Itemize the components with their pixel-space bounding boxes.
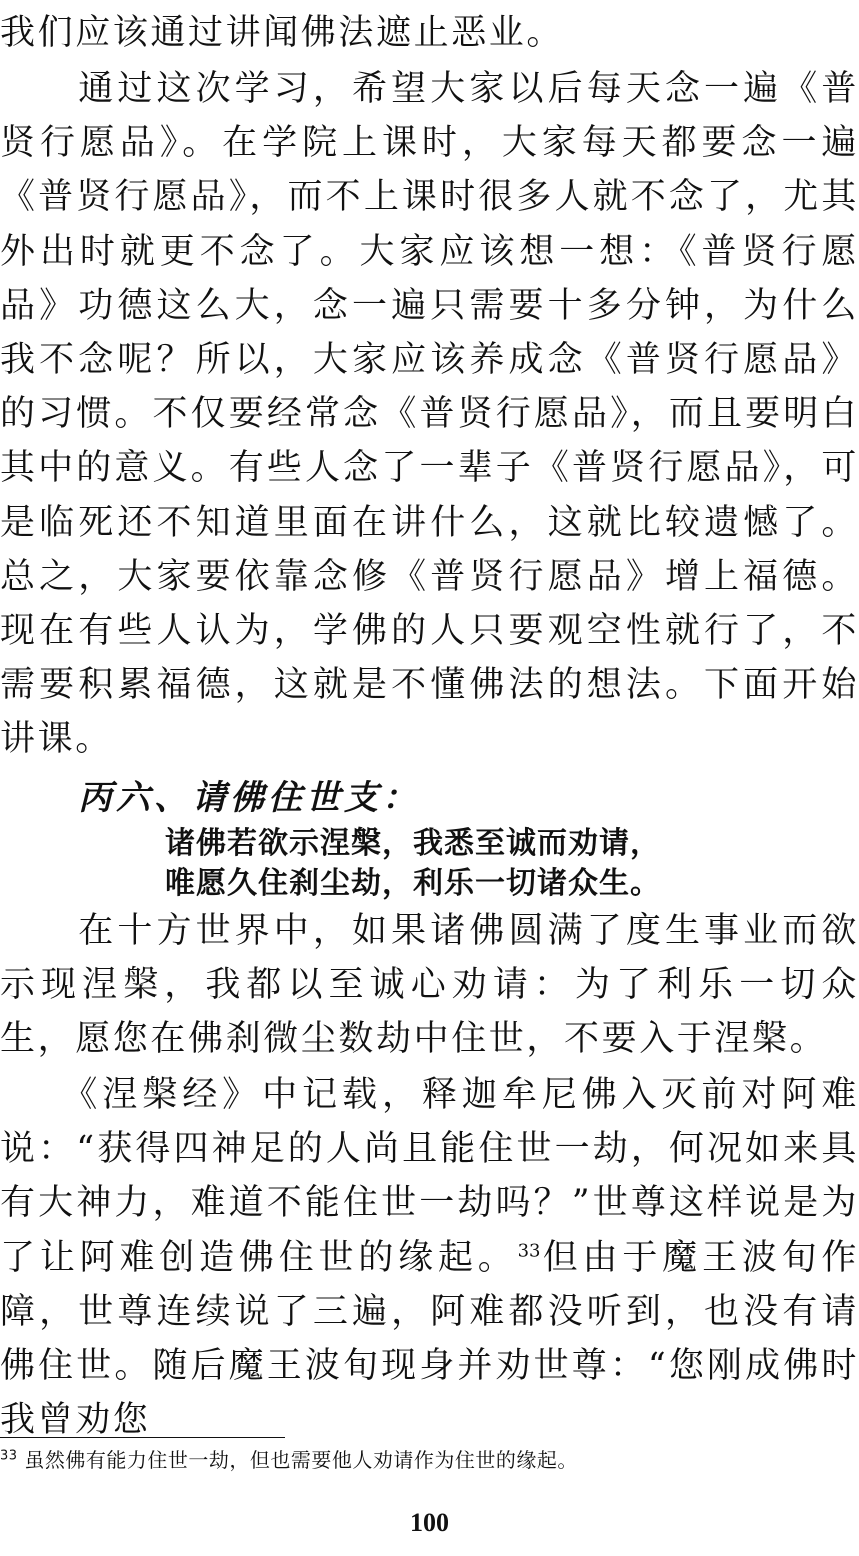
footnote-reference: 33 [517,1239,541,1261]
footnote-marker: 33 [0,1448,18,1464]
footnote-text: 虽然佛有能力住世一劫，但也需要他人劝请作为住世的缘起。 [24,1448,578,1472]
footnote-divider [0,1437,285,1438]
paragraph-nirvana-sutra-part-1: 《涅槃经》中记载，释迦牟尼佛入灭前对阿难说：“获得四神足的人尚且能住世一劫，何况如来具有大神力，难道不能住世一劫吗？”世尊这样说是为了让阿难创造佛住世的缘起。 [0,1075,859,1278]
paragraph-intro-end: 我们应该通过讲闻佛法遮止恶业。 [0,13,565,53]
paragraph-verse-explanation: 在十方世界中，如果诸佛圆满了度生事业而欲示现涅槃，我都以至诚心劝请：为了利乐一切众生，愿您在佛刹微尘数劫中住世，不要入于涅槃。 [0,911,859,1060]
verse-line-1: 诸佛若欲示涅槃，我悉至诚而劝请， [165,826,661,861]
page-number: 100 [410,1508,449,1537]
verse-line-2: 唯愿久住刹尘劫，利乐一切诸众生。 [165,866,661,901]
paragraph-nirvana-sutra [0,1068,859,1447]
section-heading: 丙六、请佛住世支： [78,778,420,818]
paragraph-samantabhadra-practice: 通过这次学习，希望大家以后每天念一遍《普贤行愿品》。在学院上课时，大家每天都要念一遍《普贤行愿品》，而不上课时很多人就不念了，尤其外出时就更不念了。大家应该想一想：《普贤行愿品》功德这么大，念一遍只需要十多分钟，为什么我不念呢？所以，大家应该养成念《普贤行愿品》的习惯。不仅要经常念《普贤行愿品》，而且要明白其中的意义。有些人念了一辈子《普贤行愿品》，可是临死还不知道里面在讲什么，这就比较遗憾了。总之，大家要依靠念修《普贤行愿品》增上福德。现在有些人认为，学佛的人只要观空性就行了，不需要积累福德，这就是不懂佛法的想法。下面开始讲课。 [0,69,859,760]
paragraph-nirvana-sutra-part-2: 但由于魔王波旬作障，世尊连续说了三遍，阿难都没听到，也没有请佛住世。随后魔王波旬现身并劝世尊：“您刚成佛时我曾劝您 [0,1237,859,1441]
footnote [0,1445,578,1475]
